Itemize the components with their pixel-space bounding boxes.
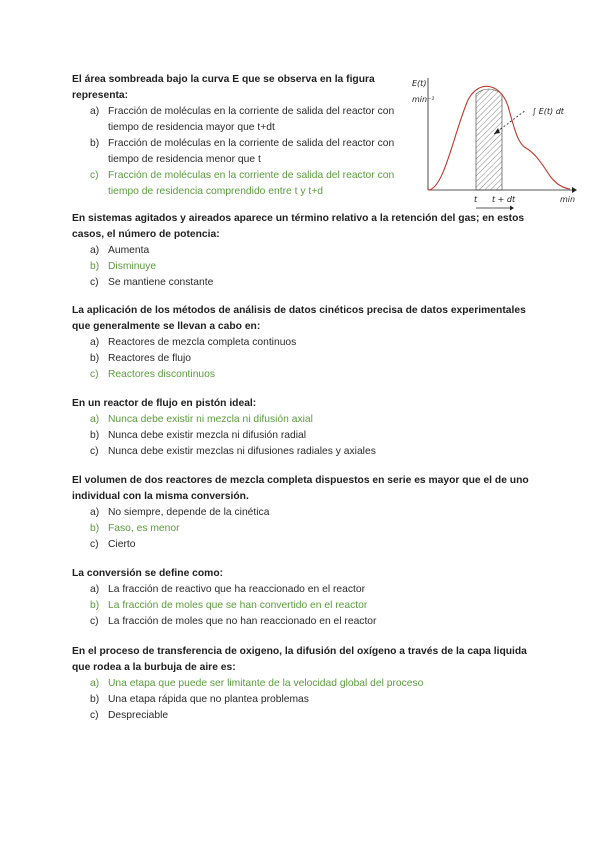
question-text: El volumen de dos reactores de mezcla completa dispuestos en serie es mayor que el de uno individual con la misma conversión.	[72, 475, 529, 502]
option-c: c) Cierto	[90, 539, 136, 550]
time-arrowhead	[510, 206, 514, 211]
question-6	[72, 566, 532, 630]
option-b: b) Fracción de moléculas en la corriente de salida del reactor con tiempo de residencia menor que t	[90, 138, 395, 165]
residence-time-figure	[410, 72, 580, 212]
option-a: a) Aumenta	[90, 245, 150, 256]
question-7	[72, 644, 532, 724]
x-axis-arrow	[572, 187, 577, 193]
x-label-tdt: t + dt	[492, 195, 516, 204]
option-b: b) Reactores de flujo	[90, 353, 191, 364]
option-a: a) Reactores de mezcla completa continuos	[90, 337, 297, 348]
question-text: La aplicación de los métodos de análisis de datos cinéticos precisa de datos experimentales que generalmente se llevan a cabo en:	[72, 305, 526, 332]
question-text: La conversión se define como:	[72, 568, 224, 579]
y-axis-unit: min⁻¹	[412, 95, 435, 104]
option-list	[72, 676, 532, 724]
x-label-t: t	[474, 195, 478, 204]
option-a: a) La fracción de reactivo que ha reaccionado en el reactor	[90, 584, 366, 595]
option-list	[72, 243, 532, 291]
question-4	[72, 396, 532, 460]
question-text: El área sombreada bajo la curva E que se observa en la figura representa:	[72, 74, 375, 101]
question-5	[72, 473, 532, 553]
option-list	[72, 505, 532, 553]
option-a: a) Fracción de moléculas en la corriente de salida del reactor con tiempo de residencia mayor que t+dt	[90, 106, 395, 133]
y-axis-label: E(t)	[412, 79, 427, 88]
question-text: En un reactor de flujo en pistón ideal:	[72, 398, 257, 409]
option-c-correct: c) Fracción de moléculas en la corriente de salida del reactor con tiempo de residencia comprendido entre t y t+d	[90, 170, 395, 197]
option-c: c) Despreciable	[90, 710, 169, 721]
integral-label: ∫ E(t) dt	[532, 107, 564, 116]
option-a: a) No siempre, depende de la cinética	[90, 507, 270, 518]
shaded-area	[476, 89, 502, 190]
option-c: c) Se mantiene constante	[90, 277, 214, 288]
option-list	[72, 412, 532, 460]
option-b: b) Nunca debe existir mezcla ni difusión radial	[90, 430, 307, 441]
option-c-correct: c) Reactores discontinuos	[90, 369, 216, 380]
question-2	[72, 211, 532, 291]
question-text: En el proceso de transferencia de oxigeno, la difusión del oxígeno a través de la capa liquida que rodea a la burbuja de aire es:	[72, 646, 527, 673]
question-text: En sistemas agitados y aireados aparece un término relativo a la retención del gas; en estos casos, el número de potencia:	[72, 213, 525, 240]
option-b-correct: b) Faso, es menor	[90, 523, 180, 534]
option-b: b) Una etapa rápida que no plantea problemas	[90, 694, 309, 705]
option-a-correct: a) Nunca debe existir ni mezcla ni difusión axial	[90, 414, 313, 425]
option-list	[72, 104, 412, 200]
option-c: c) Nunca debe existir mezclas ni difusiones radiales y axiales	[90, 446, 376, 457]
option-b-correct: b) La fracción de moles que se han convertido en el reactor	[90, 600, 368, 611]
question-3	[72, 303, 532, 383]
option-list	[72, 582, 532, 630]
option-c: c) La fracción de moles que no han reaccionado en el reactor	[90, 616, 377, 627]
option-b-correct: b) Disminuye	[90, 261, 157, 272]
option-a-correct: a) Una etapa que puede ser limitante de la velocidad global del proceso	[90, 678, 424, 689]
option-list	[72, 335, 532, 383]
x-axis-unit: min	[560, 195, 576, 204]
